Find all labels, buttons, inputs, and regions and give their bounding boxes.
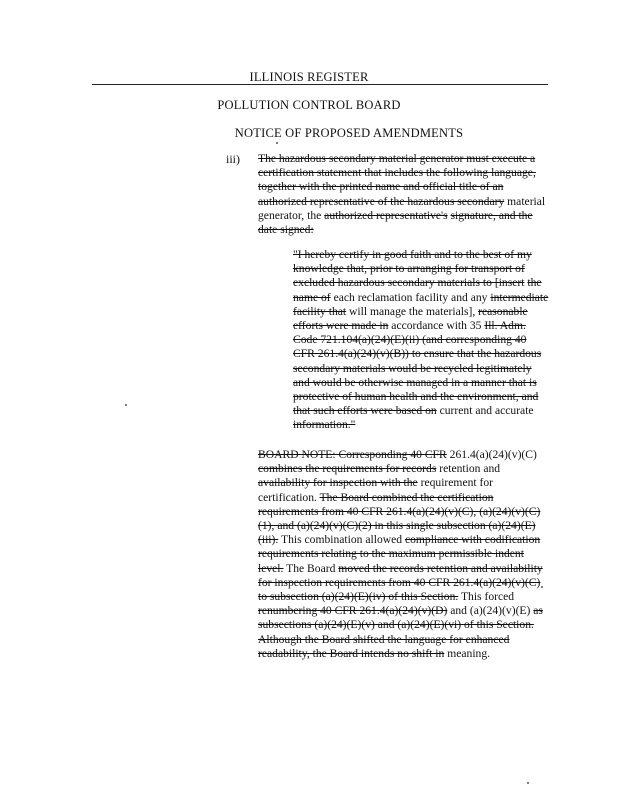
certification-quote xyxy=(293,248,551,433)
struck-text: authorized representative's xyxy=(324,208,448,222)
struck-text: Ill. Adm. Code 721.104(a)(24)(E)(ii) (and corresponding 40 CFR 261.4(a)(24)(v)(B)) to ensure that the hazardous secondary materials would be recycled legitimately and would be otherwise managed in a manner that is protective of human health and the environment, and that such efforts were based on xyxy=(293,319,542,418)
plain-text: This combination allowed xyxy=(278,533,405,547)
struck-text: Corresponding 40 CFR xyxy=(335,448,447,461)
struck-text: availability for inspection with the xyxy=(258,476,418,490)
plain-text: current and accurate xyxy=(436,404,534,418)
plain-text: material generator, the xyxy=(258,194,546,222)
struck-text: signature, and the date signed: xyxy=(258,208,533,237)
notice-title: NOTICE OF PROPOSED AMENDMENTS xyxy=(234,126,464,140)
scan-speck xyxy=(541,586,543,588)
struck-text: The hazardous secondary material generator must execute a certification statement that includes the following language, together with the printed name and official title of an authorized representative of the hazardous secondary xyxy=(258,152,536,208)
struck-text: information." xyxy=(293,418,356,432)
plain-text: The Board xyxy=(283,561,339,575)
plain-text: This forced xyxy=(458,590,515,604)
board-note xyxy=(258,448,550,661)
struck-text: renumbering 40 CFR 261.4(a)(24)(v)(D) xyxy=(258,604,448,618)
scan-speck xyxy=(276,142,278,144)
plain-text: meaning. xyxy=(444,646,491,660)
struck-text: as subsections (a)(24)(E)(v) and (a)(24)(E)(vi) of this Section. Although the Board shifted the language for enhanced readability, the Board intends no shift in xyxy=(258,604,543,660)
plain-text: requirement for certification. xyxy=(258,476,494,504)
scan-speck xyxy=(125,404,127,406)
register-title: ILLINOIS REGISTER xyxy=(249,70,369,84)
struck-text: The Board combined the certification requirements from 40 CFR 261.4(a)(24)(v)(C), (a)(24)(v)(C)(1), and (a)(24)(v)(C)(2) in this single subsection (a)(24)(E)(iii). xyxy=(258,490,541,547)
paragraph-iii xyxy=(258,152,550,237)
board-title: POLLUTION CONTROL BOARD xyxy=(217,98,401,112)
plain-text: retention and xyxy=(436,462,501,476)
plain-text: and (a)(24)(v)(E) xyxy=(447,604,534,618)
struck-text: compliance with codification requirements relating to the maximum permissible indent level. xyxy=(258,533,541,575)
scan-speck xyxy=(527,782,529,784)
paragraph-label: iii) xyxy=(226,152,240,166)
struck-text: the name of xyxy=(293,276,542,304)
plain-text: each reclamation facility and any xyxy=(330,290,491,304)
board-note-label: BOARD NOTE: xyxy=(258,448,336,461)
plain-text: 261.4(a)(24)(v)(C) xyxy=(446,448,537,461)
plain-text: accordance with 35 xyxy=(388,319,485,333)
struck-text: reasonable efforts were made in xyxy=(293,304,528,333)
struck-text: moved the records retention and availability for inspection requirements from 40 CFR 261.4(a)(24)(v)(C) to subsection (a)(24)(E)(iv) of this Section. xyxy=(258,561,543,604)
struck-text: combines the requirements for records xyxy=(258,462,437,476)
header-rule xyxy=(92,84,548,85)
struck-text: intermediate facility that xyxy=(293,290,549,318)
struck-text: "I hereby certify in good faith and to the best of my knowledge that, prior to arranging for transport of excluded hazardous secondary materials to [insert xyxy=(293,248,532,290)
plain-text: will manage the materials], xyxy=(346,304,479,318)
